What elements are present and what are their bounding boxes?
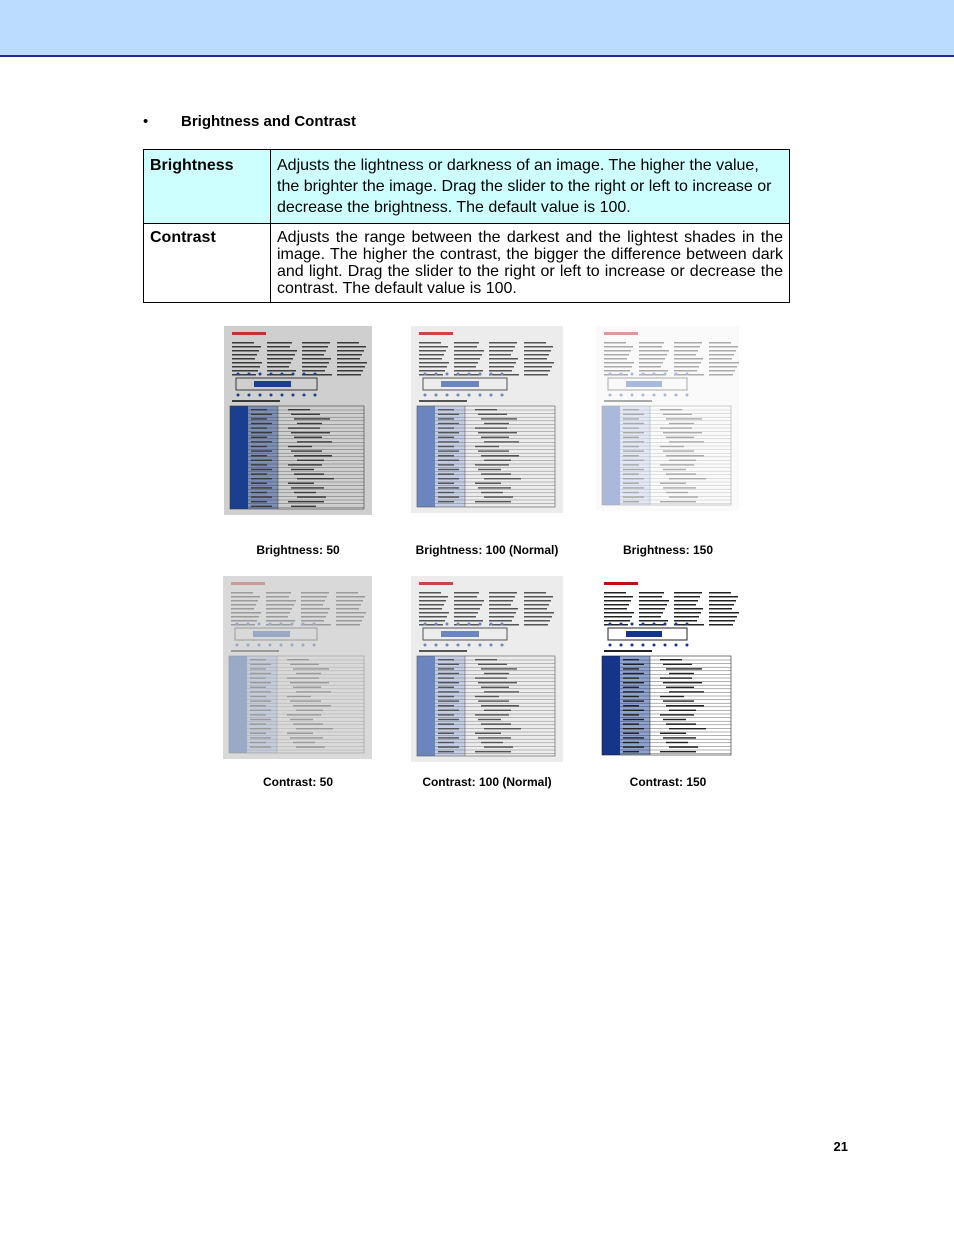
settings-table [143,149,790,303]
sample-image-contrast-100 [411,576,563,762]
caption-brightness-50: Brightness: 50 [256,543,340,557]
bullet: • [143,113,149,130]
scanned-page-graphic [224,326,372,515]
section-title: Brightness and Contrast [181,113,357,130]
sample-image-contrast-50 [223,576,372,759]
scanned-page-graphic [411,576,563,762]
sample-image-contrast-150 [596,576,739,761]
sample-image-brightness-100 [411,326,563,513]
caption-contrast-50: Contrast: 50 [262,775,333,789]
scanned-page-graphic [596,576,739,761]
term-brightness: Brightness [144,150,271,224]
caption-brightness-100: Brightness: 100 (Normal) [415,543,559,557]
page-number: 21 [833,1139,848,1154]
scanned-page-graphic [596,326,739,511]
header-band [0,0,954,57]
caption-contrast-150: Contrast: 150 [629,775,707,789]
desc-brightness: Adjusts the lightness or darkness of an image. The higher the value, the brighter the image. Drag the slider to the right or left to increase or decrease the brightness. The default value is 100. [271,150,790,224]
term-contrast: Contrast [144,224,271,303]
caption-contrast-100: Contrast: 100 (Normal) [422,775,552,789]
desc-contrast: Adjusts the range between the darkest and the lightest shades in the image. The higher the contrast, the bigger the difference between dark and light. Drag the slider to the right or left to increase or decrease the contrast. The default value is 100. [271,224,790,303]
caption-brightness-150: Brightness: 150 [622,543,714,557]
table-row-brightness [144,150,790,224]
scanned-page-graphic [223,576,372,759]
scanned-page-graphic [411,326,563,513]
sample-image-brightness-50 [224,326,372,515]
table-row-contrast [144,224,790,303]
sample-image-brightness-150 [596,326,739,511]
section-heading [143,113,356,130]
